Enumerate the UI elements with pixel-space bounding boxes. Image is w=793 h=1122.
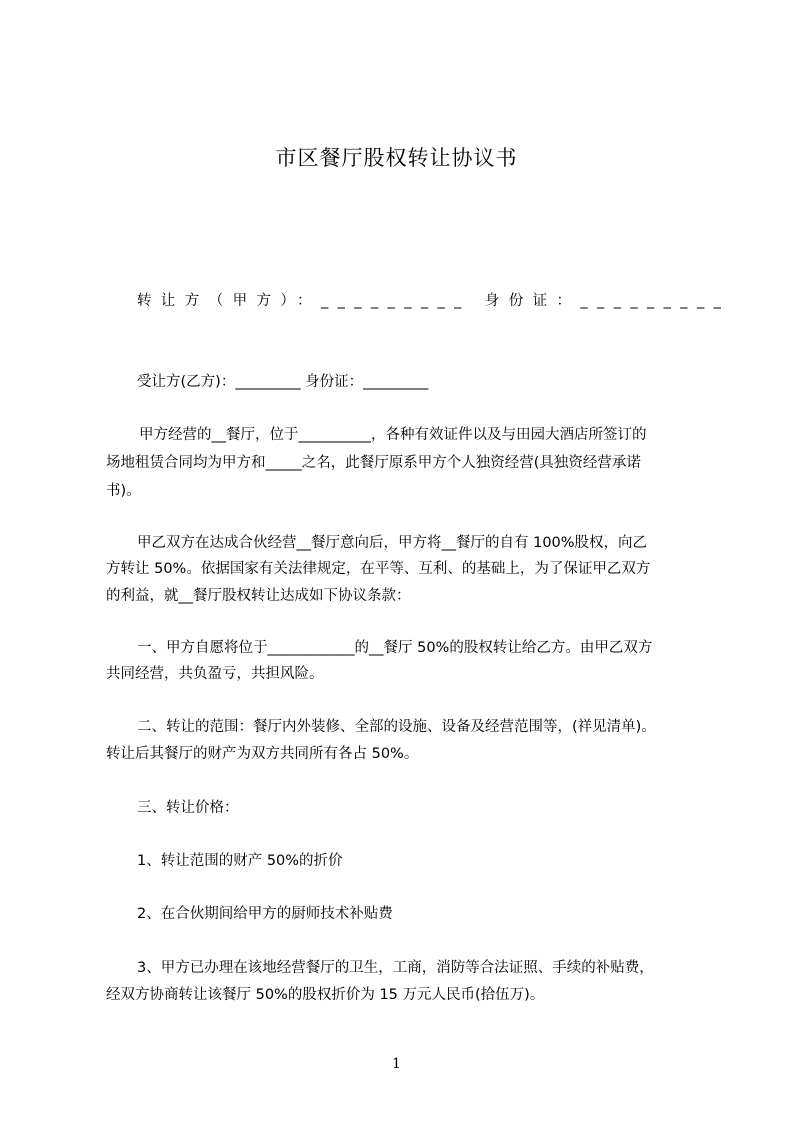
paragraph-3-line-2: 共同经营，共负盈亏，共担风险。 <box>106 666 324 682</box>
party-a-line: 转让方（甲方）：_________ 身份证：_________ <box>137 293 731 309</box>
paragraph-1-line-3: 书)。 <box>106 483 141 499</box>
paragraph-2-line-2: 方转让 50%。依据国家有关法律规定，在平等、互利、的基础上，为了保证甲乙双方 <box>106 561 651 577</box>
page-number: 1 <box>392 1056 401 1072</box>
paragraph-8-line-2: 经双方协商转让该餐厅 50%的股权折价为 15 万元人民币(拾伍万)。 <box>106 987 545 1003</box>
paragraph-4-line-1: 二、转让的范围：餐厅内外装修、全部的设施、设备及经营范围等，(祥见清单)。 <box>137 719 656 735</box>
paragraph-8-line-1: 3、甲方已办理在该地经营餐厅的卫生，工商，消防等合法证照、手续的补贴费， <box>137 960 654 976</box>
party-b-line: 受让方(乙方)：_________ 身份证：_________ <box>137 374 429 390</box>
paragraph-7-line-1: 2、在合伙期间给甲方的厨师技术补贴费 <box>137 906 393 922</box>
paragraph-2-line-1: 甲乙双方在达成合伙经营__餐厅意向后，甲方将__餐厅的自有 100%股权，向乙 <box>137 535 648 551</box>
paragraph-1-line-1: 甲方经营的__餐厅，位于__________，各种有效证件以及与田园大酒店所签订的 <box>139 427 647 443</box>
paragraph-3-line-1: 一、甲方自愿将位于____________的__餐厅 50%的股权转让给乙方。由甲乙双方 <box>137 640 653 656</box>
document-title: 市区餐厅股权转让协议书 <box>275 146 518 170</box>
paragraph-6-line-1: 1、转让范围的财产 50%的折价 <box>137 853 343 869</box>
paragraph-4-line-2: 转让后其餐厅的财产为双方共同所有各占 50%。 <box>106 746 419 762</box>
paragraph-2-line-3: 的利益，就__餐厅股权转让达成如下协议条款： <box>106 588 411 604</box>
paragraph-1-line-2: 场地租赁合同均为甲方和_____之名，此餐厅原系甲方个人独资经营(具独资经营承诺 <box>106 455 641 471</box>
paragraph-5-line-1: 三、转让价格： <box>137 800 239 816</box>
